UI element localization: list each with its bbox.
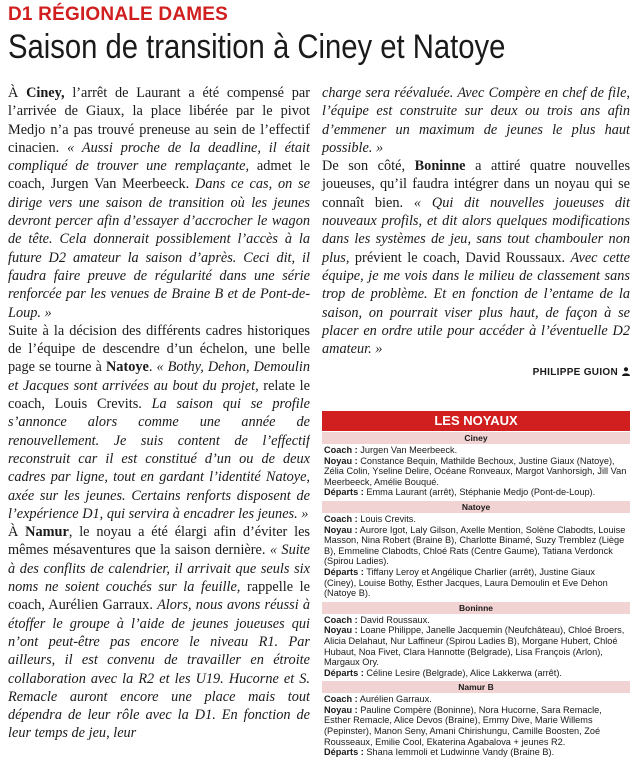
text-run: a attiré quatre nouvelles joueuses, qu’il faudra intégrer dans un noyau qui se connaît bien. (322, 158, 631, 211)
coach-label: Coach : (324, 694, 358, 705)
squad-value: Pauline Compère (Boninne), Nora Hucorne, Sara Remacle, Esther Remacle, Alice Devos (Braine), Emmy Dive, Marie Willems (Pepinster), Manon Seny, Amani Chirishungu, Camille Boosten, Zoé Rousseaux, Emilie Cool, Ekaterina Agabalova + jeunes R2. (324, 704, 602, 747)
departures-label: Départs : (324, 487, 364, 498)
quote-run: « Bothy, Dehon, Demoulin et Jacques sont arrivées au bout du projet, (8, 359, 310, 394)
team-name-boninne: Boninne (414, 158, 466, 175)
author-byline (322, 364, 630, 382)
squad-label: Noyau : (324, 625, 358, 636)
squad-label: Noyau : (324, 524, 358, 535)
author-name: PHILIPPE GUION (532, 367, 618, 379)
squad-value: Constance Bequin, Mathilde Bechoux, Justine Giaux (Natoye), Zélia Colin, Yseline Delire, Océane Ronveaux, Margot Vanhorsigh, Jill Van Meerbeeck, Amélie Bouqué. (324, 455, 627, 487)
departures-value: Tiffany Leroy et Angélique Charlier (arrêt), Justine Giaux (Ciney), Louise Bothy, Esther Jacques, Laura Demoulin et Eve Dehon (Natoye B). (324, 566, 608, 599)
paragraph-ciney (8, 84, 310, 322)
team-header-ciney: Ciney (322, 432, 630, 444)
quote-run: Dans ce cas, on se dirige vers une saison de transition où les jeunes devront percer afin d’essayer d’accrocher le wagon de tête. Cela donnerait possiblement l’accès à la future D2 amateur la saison d’après. Ceci dit, il faudra faire preuve de régularité dans une série renforcée par les venues de Braine B et de Pont-de-Loup. » (8, 176, 310, 321)
coach-line (324, 514, 628, 525)
squad-line (324, 625, 628, 667)
departures-value: Céline Lesire (Belgrade), Alice Lakkerwa (arrêt). (366, 667, 562, 678)
article-column-left (8, 84, 310, 766)
departures-value: Shana Iemmoli et Ludwinne Vandy (Braine B). (366, 747, 555, 758)
team-header-boninne: Boninne (322, 602, 630, 614)
coach-label: Coach : (324, 614, 358, 625)
team-header-namur-b: Namur B (322, 681, 630, 693)
team-name-namur: Namur (25, 524, 69, 541)
departures-value: Emma Laurant (arrêt), Stéphanie Medjo (Pont-de-Loup). (366, 487, 596, 498)
article-column-right (322, 84, 630, 383)
paragraph-namur (8, 523, 310, 743)
quote-run: « Qui dit nouvelles joueuses dit nouveaux profils, et dit alors quelques modifications dans les systèmes de jeu, sans tout chambouler non plus, (322, 194, 630, 266)
departures-line (324, 668, 628, 679)
coach-value: David Roussaux. (360, 614, 430, 625)
text-run: De son côté, (322, 158, 415, 175)
departures-label: Départs : (324, 667, 364, 678)
team-name-ciney: Ciney, (26, 85, 65, 101)
text-run: rappelle le coach, Aurélien Garraux. (8, 579, 310, 614)
departures-line (324, 567, 628, 599)
team-header-natoye: Natoye (322, 501, 630, 513)
text-run: admet le coach, Jurgen Van Meerbeeck. (8, 158, 310, 193)
departures-label: Départs : (324, 747, 364, 758)
coach-value: Aurélien Garraux. (359, 694, 432, 705)
squad-line (324, 705, 628, 747)
article-headline: Saison de transition à Ciney et Natoye (8, 28, 506, 66)
text-run: À (8, 85, 27, 101)
section-kicker: D1 RÉGIONALE DAMES (8, 4, 229, 25)
paragraph-natoye (8, 322, 310, 523)
squad-label: Noyau : (324, 704, 358, 715)
coach-label: Coach : (324, 445, 358, 455)
coach-label: Coach : (324, 513, 358, 524)
coach-value: Louis Crevits. (360, 513, 416, 524)
squad-line (324, 525, 628, 567)
coach-line (324, 694, 628, 705)
squad-value: Aurore Igot, Laly Gilson, Axelle Mention, Solène Clabodts, Louise Masson, Nina Robert (Braine B), Charlotte Binamé, Suzy Tremblez (Liège B), Emmeline Clabodts, Chloé Rats (Centre Gaume), Tatiana Verdonck (Spirou Ladies). (324, 524, 626, 567)
squad-label: Noyau : (324, 455, 358, 466)
squads-box (322, 411, 630, 760)
text-run: Suite à la décision des différents cadres historiques de l’équipe de descendre d’un échelon, une belle page se tourne à (8, 322, 310, 376)
departures-line (324, 747, 628, 758)
text-run: l’arrêt de Laurant a été compensé par l’arrivée de Giaux, la place libérée par le pivot Medjo n’a pas trouvé preneuse au sein de l’effectif cinacien. (8, 85, 310, 156)
text-run: relate le coach, Louis Crevits. (8, 377, 310, 413)
coach-value: Jurgen Van Meerbeeck. (360, 445, 458, 455)
text-run: , le noyau a été élargi afin d’éviter les mêmes mésaventures que la saison dernière. (8, 524, 310, 559)
departures-label: Départs : (324, 566, 364, 577)
team-body-namur-b (322, 693, 630, 760)
team-name-natoye: Natoye (105, 359, 149, 376)
team-body-boninne (322, 614, 630, 681)
text-run: . (148, 359, 157, 376)
paragraph-boninne (322, 157, 630, 358)
coach-line (324, 615, 628, 626)
text-run: prévient le coach, David Roussaux. (349, 249, 571, 266)
text-run: À (8, 524, 26, 541)
quote-run: « Aussi proche de la deadline, il était compliqué de trouver une remplaçante, (8, 139, 310, 175)
team-body-natoye (322, 513, 630, 601)
paragraph-namur-continued: charge sera réévaluée. Avec Compère en chef de file, l’équipe est construite sur deux ou trois ans afin d’emmener un maximum de jeunes le plus haut possible. » (322, 85, 630, 156)
coach-line (324, 445, 628, 456)
squads-box-title: LES NOYAUX (322, 411, 630, 431)
quote-run: Alors, nous avons réussi à étoffer le groupe à l’aide de jeunes joueuses qui n’ont peut-être pas encore le niveau R1. Par ailleurs, il est convenu de travailler en étroite collaboration avec la R2 et les U19. Hucorne et S. Remacle auront encore une place mais tout dépendra de leur rôle avec la D1. En fonction de leur temps de jeu, leur (8, 597, 310, 742)
quote-run: Avec cette équipe, je me vois dans le milieu de classement sans trop de problème. Et en fonction de l’entame de la saison, on pourrait viser plus haut, de façon à se placer en ordre utile pour accéder à l’éventuelle D2 amateur. » (322, 249, 630, 358)
squad-value: Loane Philippe, Janelle Jacquemin (Neufchâteau), Chloé Broers, Alicia Delahaut, Nur Laffineur (Spirou Ladies B), Morgane Hubert, Chloé Hubaut, Noa Fivet, Clara Hannotte (Belgrade), Lisa François (Arlon), Margaux Ory. (324, 625, 625, 668)
squad-line (324, 456, 628, 488)
team-body-ciney (322, 444, 630, 500)
quote-run: La saison qui se profile s’annonce alors comme une année de renouvellement. Je suis content de l’effectif reconstruit car il est constitué d’un ou de deux cadres par ligne, tout en gardant l’identité Natoye, axée sur les jeunes. Certains renforts disposent de l’expérience D1, qui servira à encadrer les jeunes. » (8, 396, 310, 522)
quote-run: « Suite à des conflits de calendrier, il arrivait que seuls six noms ne soient couchés sur la feuille, (8, 542, 310, 596)
departures-line (324, 487, 628, 498)
person-icon (622, 367, 630, 376)
